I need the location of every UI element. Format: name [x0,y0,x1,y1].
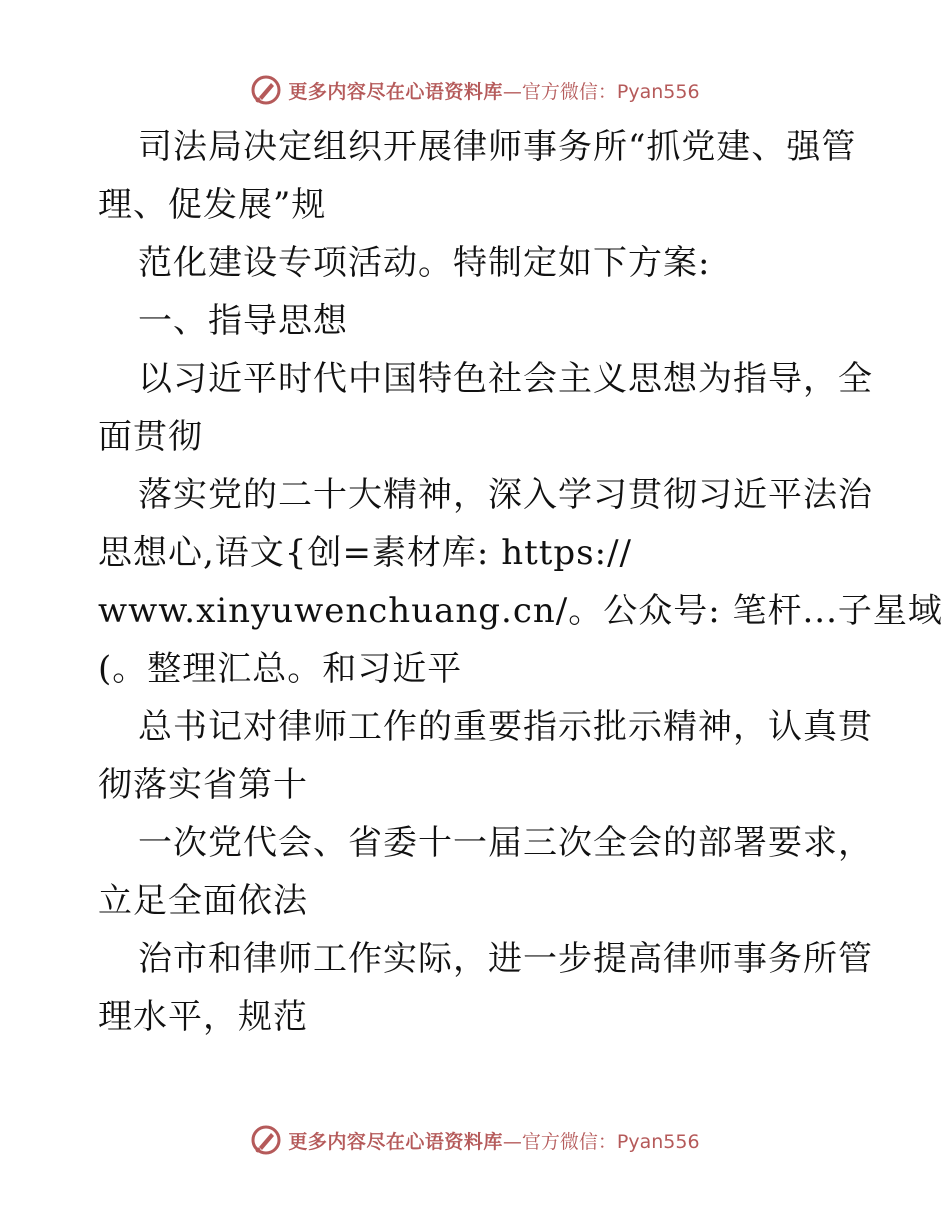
body-line: 治市和律师工作实际，进一步提高律师事务所管 [138,939,873,979]
body-line: 总书记对律师工作的重要指示批示精神，认真贯 [138,707,873,747]
body-line: 一次党代会、省委十一届三次全会的部署要求， [138,823,873,863]
pen-circle-logo-icon [250,74,282,106]
body-line: 立足全面依法 [98,881,308,921]
body-line: 落实党的二十大精神，深入学习贯彻习近平法治 [138,475,873,515]
banner-wechat-text: —官方微信：Pyan556 [502,1130,700,1153]
body-line: 思想心,语文{创=素材库: https:// [98,533,632,573]
body-line: 以习近平时代中国特色社会主义思想为指导，全 [138,359,873,399]
body-line-url: www.xinyuwenchuang.cn/。公众号: 笔杆...子星域 [98,591,943,631]
header-banner [0,70,950,110]
banner-site-text: 更多内容尽在心语资料库 [288,80,503,103]
body-line: 面贯彻 [98,417,203,457]
document-body [98,118,943,1046]
body-line: 范化建设专项活动。特制定如下方案: [138,243,711,283]
body-line: 司法局决定组织开展律师事务所“抓党建、强管 [138,127,857,167]
body-line: (。整理汇总。和习近平 [98,649,463,689]
banner-wechat-text: —官方微信：Pyan556 [502,80,700,103]
body-line: 理水平，规范 [98,997,308,1037]
pen-circle-logo-icon [250,1124,282,1156]
footer-banner [0,1120,950,1160]
body-line: 彻落实省第十 [98,765,308,805]
banner-site-text: 更多内容尽在心语资料库 [288,1130,503,1153]
section-heading: 一、指导思想 [138,301,348,341]
body-line: 理、促发展”规 [98,185,327,225]
